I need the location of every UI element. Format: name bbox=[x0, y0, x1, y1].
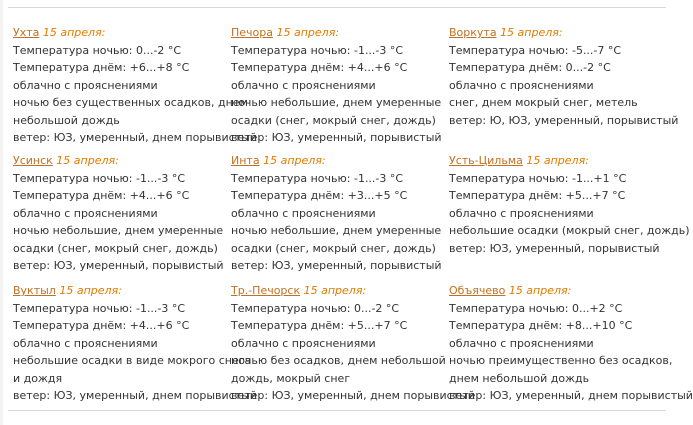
forecast-line: снег, днем мокрый снег, метель bbox=[449, 96, 638, 109]
forecast-line: Температура ночью: -1...-3 °C bbox=[13, 301, 186, 315]
city-forecast-block bbox=[449, 282, 693, 405]
forecast-line: облачно с прояснениями bbox=[449, 78, 594, 92]
forecast-line: облачно с прояснениями bbox=[231, 78, 376, 92]
city-forecast-block bbox=[231, 152, 451, 275]
forecast-line: ветер: ЮЗ, умеренный, порывистый bbox=[449, 241, 660, 255]
forecast-date: 15 апреля: bbox=[526, 154, 589, 167]
forecast-date: 15 апреля: bbox=[500, 26, 563, 39]
forecast-line: Температура днём: +4...+6 °C bbox=[13, 189, 190, 202]
forecast-date: 15 апреля: bbox=[303, 284, 367, 297]
forecast-line: небольшой дождь bbox=[13, 113, 120, 127]
city-header bbox=[449, 152, 669, 170]
forecast-line: Температура ночью: 0...+2 °C bbox=[449, 301, 623, 315]
forecast-line: облачно с прояснениями bbox=[231, 206, 376, 220]
city-name-link[interactable]: Ухта bbox=[13, 26, 40, 39]
forecast-line: и дождя bbox=[13, 371, 63, 385]
forecast-line: Температура днём: +5...+7 °C bbox=[449, 189, 626, 202]
forecast-line: Температура днём: +8...+10 °C bbox=[449, 319, 633, 332]
forecast-line: ветер: Ю, ЮЗ, умеренный, порывистый bbox=[449, 113, 679, 127]
forecast-line: ветер: ЮЗ, умеренный, порывистый bbox=[231, 131, 442, 144]
forecast-line: Температура днём: +4...+6 °C bbox=[13, 319, 190, 332]
forecast-line: днем небольшой дождь bbox=[449, 371, 590, 385]
forecast-date: 15 апреля: bbox=[508, 284, 572, 297]
forecast-line: Температура днём: +3...+5 °C bbox=[231, 189, 408, 202]
forecast-line: Температура ночью: -1...-3 °C bbox=[231, 43, 404, 57]
city-forecast-block bbox=[231, 282, 475, 405]
forecast-line: ветер: ЮЗ, умеренный, порывистый bbox=[13, 259, 224, 272]
forecast-date: 15 апреля: bbox=[59, 284, 122, 297]
city-name-link[interactable]: Объячево bbox=[449, 284, 506, 297]
forecast-line: ночью без осадков, днем небольшой bbox=[231, 354, 446, 367]
forecast-line: Температура ночью: 0...-2 °C bbox=[231, 301, 400, 315]
forecast-line: Температура ночью: -1...-3 °C bbox=[13, 171, 186, 185]
forecast-line: осадки (снег, мокрый снег, дождь) bbox=[231, 241, 436, 255]
forecast-line: облачно с прояснениями bbox=[13, 336, 158, 350]
city-header bbox=[13, 282, 233, 300]
bottom-divider bbox=[8, 410, 666, 411]
city-header bbox=[231, 152, 451, 170]
city-name-link[interactable]: Вуктыл bbox=[13, 284, 56, 297]
city-header bbox=[231, 282, 451, 300]
forecast-line: Температура ночью: -1...+1 °C bbox=[449, 171, 627, 185]
city-forecast-block bbox=[449, 24, 679, 129]
forecast-line: облачно с прояснениями bbox=[13, 206, 158, 220]
forecast-line: ночью небольшие, днем умеренные bbox=[231, 96, 442, 109]
forecast-date: 15 апреля: bbox=[56, 154, 119, 167]
forecast-line: Температура днём: +5...+7 °C bbox=[231, 319, 408, 332]
forecast-line: Температура днём: +4...+6 °C bbox=[231, 61, 408, 74]
forecast-line: облачно с прояснениями bbox=[231, 336, 376, 350]
forecast-line: ночью преимущественно без осадков, bbox=[449, 354, 673, 367]
forecast-line: ветер: ЮЗ, умеренный, днем порывистый bbox=[231, 389, 475, 402]
city-name-link[interactable]: Печора bbox=[231, 26, 273, 39]
forecast-line: осадки (снег, мокрый снег, дождь) bbox=[13, 241, 218, 255]
forecast-line: Температура ночью: 0...-2 °C bbox=[13, 43, 182, 57]
city-forecast-block bbox=[449, 152, 690, 257]
city-header bbox=[13, 152, 233, 170]
city-forecast-block bbox=[13, 282, 257, 405]
city-name-link[interactable]: Инта bbox=[231, 154, 260, 167]
city-header bbox=[13, 24, 233, 42]
forecast-line: Температура днём: +6...+8 °C bbox=[13, 61, 190, 74]
city-name-link[interactable]: Усть-Цильма bbox=[449, 154, 523, 167]
forecast-line: ночью небольшие, днем умеренные bbox=[13, 224, 224, 237]
forecast-line: небольшие осадки (мокрый снег, дождь) bbox=[449, 224, 690, 237]
forecast-line: небольшие осадки в виде мокрого снега bbox=[13, 354, 252, 367]
forecast-line: ночью небольшие, днем умеренные bbox=[231, 224, 442, 237]
forecast-line: ветер: ЮЗ, умеренный, днем порывистый bbox=[13, 131, 257, 144]
forecast-line: Температура ночью: -1...-3 °C bbox=[231, 171, 404, 185]
forecast-line: Температура ночью: -5...-7 °C bbox=[449, 43, 622, 57]
forecast-line: ветер: ЮЗ, умеренный, порывистый bbox=[231, 259, 442, 272]
city-header bbox=[449, 24, 669, 42]
forecast-date: 15 апреля: bbox=[263, 154, 326, 167]
city-name-link[interactable]: Воркута bbox=[449, 26, 497, 39]
city-header bbox=[449, 282, 669, 300]
forecast-line: облачно с прояснениями bbox=[13, 78, 158, 92]
forecast-line: ночью без существенных осадков, днем bbox=[13, 96, 248, 109]
city-name-link[interactable]: Усинск bbox=[13, 154, 53, 167]
forecast-line: облачно с прояснениями bbox=[449, 336, 594, 350]
city-forecast-block bbox=[231, 24, 451, 147]
forecast-line: осадки (снег, мокрый снег, дождь) bbox=[231, 113, 436, 127]
forecast-line: облачно с прояснениями bbox=[449, 206, 594, 220]
forecast-line: дождь, мокрый снег bbox=[231, 371, 351, 385]
forecast-line: ветер: ЮЗ, умеренный, днем порывистый bbox=[449, 389, 693, 402]
forecast-date: 15 апреля: bbox=[276, 26, 340, 39]
city-header bbox=[231, 24, 451, 42]
city-forecast-block bbox=[13, 152, 233, 275]
forecast-line: ветер: ЮЗ, умеренный, днем порывистый bbox=[13, 389, 257, 402]
forecast-line: Температура днём: 0...-2 °C bbox=[449, 61, 611, 74]
city-name-link[interactable]: Тр.-Печорск bbox=[231, 284, 301, 297]
forecast-date: 15 апреля: bbox=[42, 26, 106, 39]
